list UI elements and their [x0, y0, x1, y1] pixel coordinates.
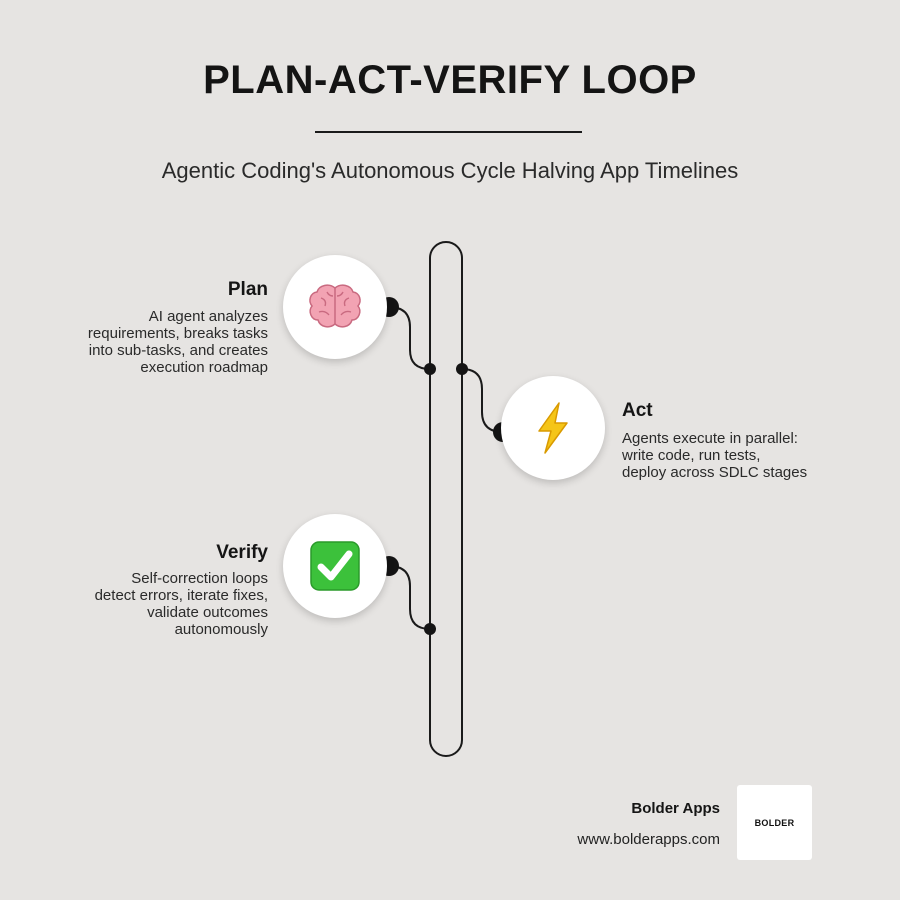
- verify-desc-line: validate outcomes: [147, 604, 268, 621]
- verify-desc-line: Self-correction loops: [131, 570, 268, 587]
- verify-track-node: [424, 623, 436, 635]
- act-desc-line: deploy across SDLC stages: [622, 464, 808, 481]
- loop-track: [430, 242, 462, 756]
- plan-desc-line: requirements, breaks tasks: [87, 325, 268, 342]
- verify-icon-circle: [283, 514, 387, 618]
- page-subtitle: Agentic Coding's Autonomous Cycle Halving App Timelines: [161, 158, 739, 183]
- verify-connector: [389, 566, 430, 629]
- plan-icon-circle: [283, 255, 387, 359]
- act-connector: [462, 369, 503, 432]
- verify-title: Verify: [216, 542, 268, 563]
- brain-icon: [307, 282, 363, 332]
- plan-track-node: [424, 363, 436, 375]
- check-mark-icon: [309, 540, 361, 592]
- act-title: Act: [622, 400, 653, 421]
- act-desc-line: Agents execute in parallel:: [622, 430, 798, 447]
- brand-name: Bolder Apps: [631, 800, 720, 817]
- act-desc-line: write code, run tests,: [622, 447, 761, 464]
- plan-description: [28, 308, 268, 376]
- lightning-icon: [533, 401, 573, 455]
- brand-logo: [737, 785, 812, 860]
- verify-desc-line: autonomously: [174, 621, 268, 638]
- plan-title: Plan: [227, 279, 268, 300]
- brand-logo-text: BOLDER: [754, 817, 795, 828]
- act-icon-circle: [501, 376, 605, 480]
- act-track-node: [456, 363, 468, 375]
- plan-desc-line: AI agent analyzes: [148, 308, 268, 325]
- verify-description: [28, 570, 268, 638]
- plan-desc-line: into sub-tasks, and creates: [88, 342, 268, 359]
- act-description: [622, 430, 882, 481]
- verify-desc-line: detect errors, iterate fixes,: [94, 587, 268, 604]
- plan-desc-line: execution roadmap: [140, 359, 268, 376]
- brand-url-link[interactable]: www.bolderapps.com: [577, 831, 720, 848]
- page-title: PLAN-ACT-VERIFY LOOP: [203, 58, 697, 102]
- plan-connector: [389, 307, 430, 369]
